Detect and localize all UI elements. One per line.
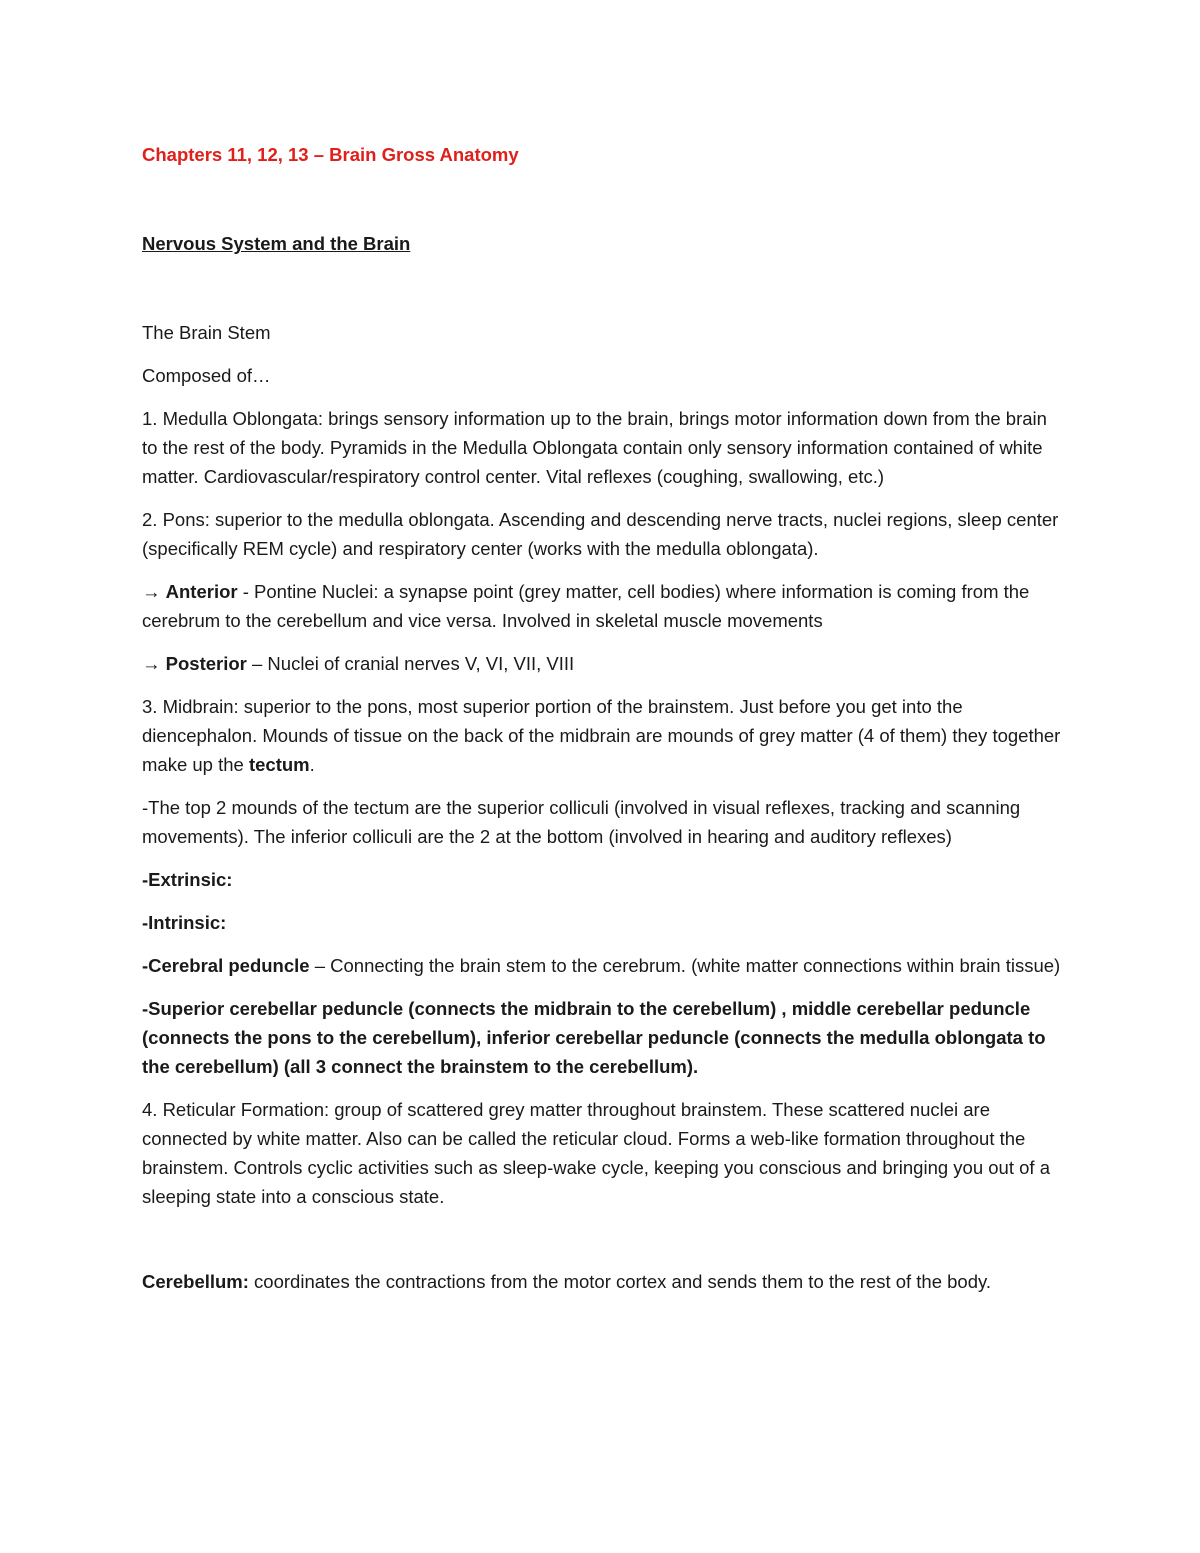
peduncles-text: -Superior cerebellar peduncle (connects the midbrain to the cerebellum) , middle cerebellar peduncle (connects the pons to the cerebellum), inferior cerebellar peduncle (connects the medulla oblongata to the cerebellum) (all 3 connect the brainstem to the cerebellum). — [142, 998, 1046, 1077]
midbrain-end: . — [309, 754, 315, 775]
posterior-label: Posterior — [165, 653, 247, 674]
paragraph-medulla: 1. Medulla Oblongata: brings sensory information up to the brain, brings motor information down from the brain to the rest of the body. Pyramids in the Medulla Oblongata contain only sensory information contained of white matter. Cardiovascular/respiratory control center. Vital reflexes (coughing, swallowing, etc.) — [142, 408, 1047, 487]
cerebral-peduncle-label: -Cerebral peduncle — [142, 955, 310, 976]
document-title: Chapters 11, 12, 13 – Brain Gross Anatomy — [142, 144, 519, 165]
composed-of-line: Composed of… — [142, 365, 271, 386]
arrow-icon: → — [142, 653, 161, 674]
paragraph-midbrain — [142, 692, 1062, 779]
paragraph-anterior — [142, 577, 1062, 635]
tectum-term: tectum — [248, 754, 310, 775]
anterior-label: Anterior — [165, 581, 238, 602]
cerebellum-text: coordinates the contractions from the motor cortex and sends them to the rest of the body. — [248, 1271, 992, 1292]
extrinsic-text: -Extrinsic: — [142, 869, 233, 890]
paragraph-pons: 2. Pons: superior to the medulla oblongata. Ascending and descending nerve tracts, nuclei regions, sleep center (specifically REM cycle) and respiratory center (works with the medulla oblongata). — [142, 509, 1059, 559]
intrinsic-text: -Intrinsic: — [142, 912, 227, 933]
paragraph-cerebellar-peduncles — [142, 994, 1062, 1081]
paragraph-reticular: 4. Reticular Formation: group of scattered grey matter throughout brainstem. These scattered nuclei are connected by white matter. Also can be called the reticular cloud. Forms a web-like formation throughout the brainstem. Controls cyclic activities such as sleep-wake cycle, keeping you conscious and bringing you out of a sleeping state into a conscious state. — [142, 1099, 1050, 1207]
paragraph-cerebellum — [142, 1267, 1062, 1296]
arrow-icon: → — [142, 581, 161, 602]
cerebellum-label: Cerebellum: — [142, 1271, 249, 1292]
anterior-text: - Pontine Nuclei: a synapse point (grey matter, cell bodies) where information is coming from the cerebrum to the cerebellum and vice versa. Involved in skeletal muscle movements — [142, 581, 1030, 631]
intrinsic-label — [142, 908, 1062, 937]
paragraph-posterior — [142, 649, 1062, 678]
posterior-text: – Nuclei of cranial nerves V, VI, VII, VIII — [246, 653, 575, 674]
paragraph-colliculi: -The top 2 mounds of the tectum are the superior colliculi (involved in visual reflexes, tracking and scanning movements). The inferior colliculi are the 2 at the bottom (involved in hearing and auditory reflexes) — [142, 797, 1021, 847]
subsection-title: The Brain Stem — [142, 322, 271, 343]
document-body — [142, 140, 1062, 1296]
extrinsic-label — [142, 865, 1062, 894]
paragraph-cerebral-peduncle — [142, 951, 1062, 980]
cerebral-peduncle-text: – Connecting the brain stem to the cerebrum. (white matter connections within brain tissue) — [309, 955, 1061, 976]
section-heading: Nervous System and the Brain — [142, 233, 411, 254]
midbrain-text: 3. Midbrain: superior to the pons, most superior portion of the brainstem. Just before you get into the diencephalon. Mounds of tissue on the back of the midbrain are mounds of grey matter (4 of them) they together make up the — [142, 696, 1061, 775]
